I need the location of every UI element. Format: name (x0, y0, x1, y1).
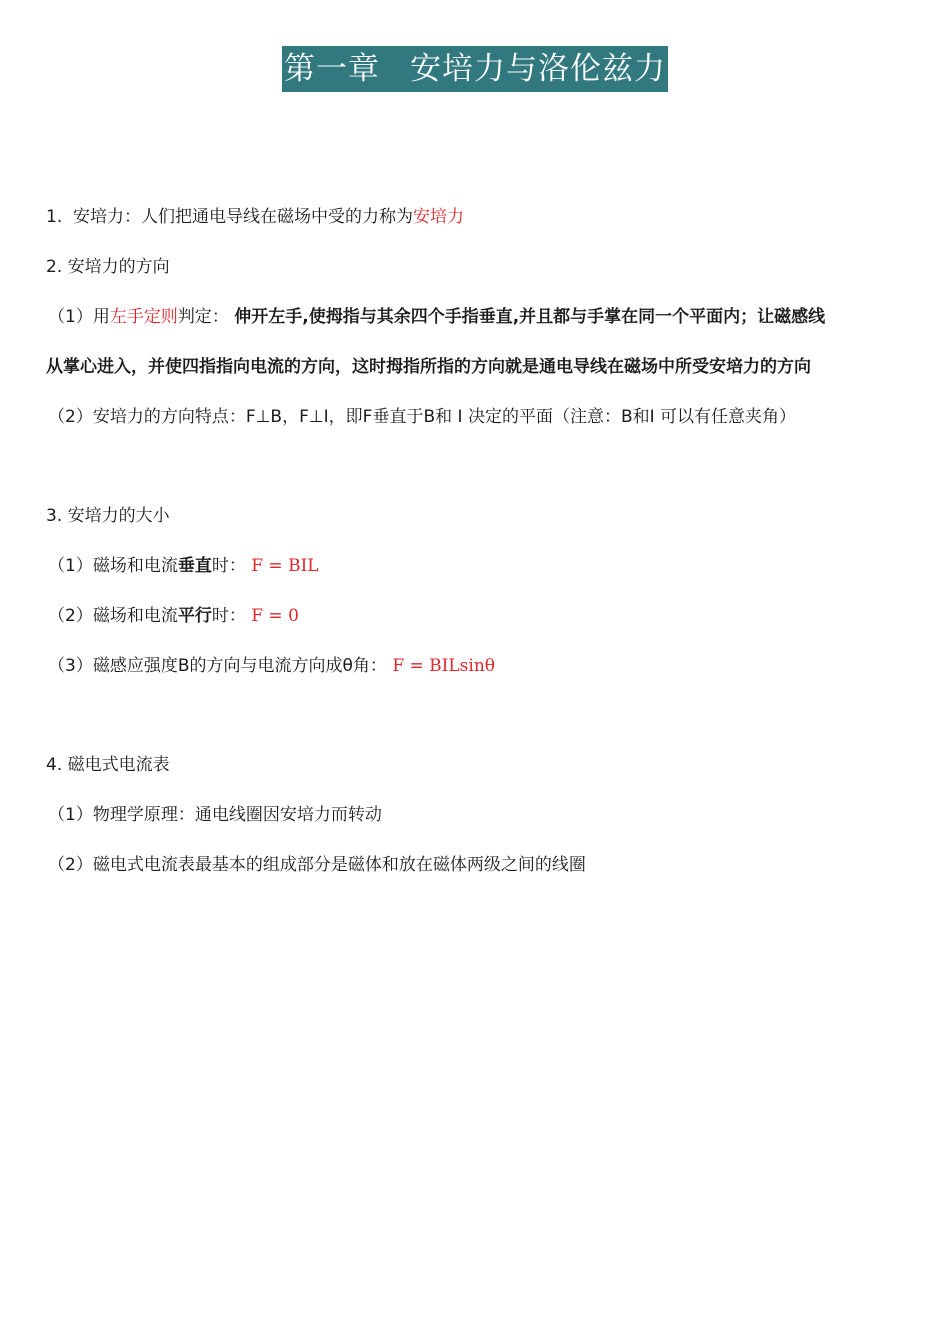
section-3-heading: 3. 安培力的大小 (46, 506, 170, 526)
section-1-definition (46, 206, 464, 228)
direction-features-text: 安培力的方向特点：F⊥B，F⊥I，即F垂直于B和 I 决定的平面（注意：B和I 可以有任意夹角） (92, 407, 797, 427)
emphasis-perpendicular: 垂直 (177, 556, 212, 576)
section-3-item-1 (48, 555, 319, 577)
section-1-text: 安培力：人们把通电导线在磁场中受的力称为 (73, 207, 414, 227)
formula-parallel: F = 0 (251, 606, 299, 626)
item-number: （1） (48, 556, 93, 576)
item-number: （2） (48, 606, 93, 626)
angle-case-text: 磁感应强度B的方向与电流方向成θ角： (92, 656, 387, 676)
section-2-item-2 (48, 406, 796, 428)
section-4-item-1 (48, 804, 382, 826)
formula-perpendicular: F = BIL (251, 556, 319, 576)
item-post: 时： (211, 606, 246, 626)
section-2-heading: 2. 安培力的方向 (46, 257, 170, 277)
item-number: （1） (48, 307, 93, 327)
chapter-number: 第一章 (284, 51, 380, 87)
title-wrapper (0, 46, 950, 92)
section-3-item-3 (48, 655, 495, 677)
chapter-name: 安培力与洛伦兹力 (410, 51, 666, 87)
item-pre: 磁场和电流 (92, 606, 178, 626)
section-4-heading: 4. 磁电式电流表 (46, 755, 170, 775)
item-number: （3） (48, 656, 93, 676)
section-1-number: 1. (46, 207, 63, 227)
principle-text: 物理学原理：通电线圈因安培力而转动 (92, 805, 382, 825)
left-hand-rule-line-1: 伸开左手,使拇指与其余四个手指垂直,并且都与手掌在同一个平面内；让磁感线 (234, 307, 826, 327)
section-3-item-2 (48, 605, 299, 627)
emphasis-parallel: 平行 (177, 606, 212, 626)
item-number: （1） (48, 805, 93, 825)
item-post: 时： (211, 556, 246, 576)
term-left-hand-rule: 左手定则 (109, 307, 178, 327)
left-hand-rule-line-2: 从掌心进入，并使四指指向电流的方向，这时拇指所指的方向就是通电导线在磁场中所受安培力的方向 (46, 357, 811, 377)
chapter-title (282, 46, 668, 92)
item-number: （2） (48, 407, 93, 427)
section-2-item-1 (48, 306, 825, 328)
section-4-item-2 (48, 854, 586, 876)
term-ampere-force: 安培力 (413, 207, 465, 227)
item-number: （2） (48, 855, 93, 875)
item-pre: 用 (92, 307, 110, 327)
formula-angle: F = BILsinθ (392, 656, 496, 676)
item-pre: 磁场和电流 (92, 556, 178, 576)
item-post: 判定： (177, 307, 229, 327)
components-text: 磁电式电流表最基本的组成部分是磁体和放在磁体两级之间的线圈 (92, 855, 586, 875)
